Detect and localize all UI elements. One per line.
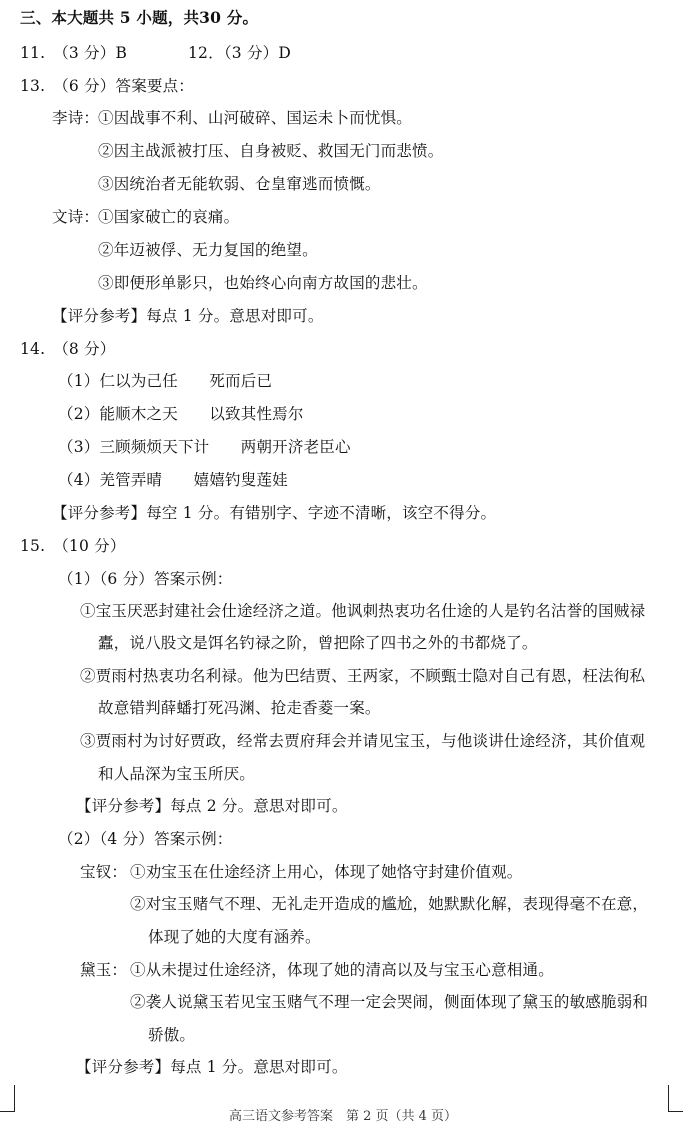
q15-part2-heading: （2）（4 分）答案示例： [58,830,233,848]
q15-baochai-line: ②对宝玉赌气不理、无礼走开造成的尴尬，她默默化解，表现得毫不在意， [130,895,649,913]
q13-wen-point-1: ①国家破亡的哀痛。 [98,208,240,226]
q13-li-point-3: ③因统治者无能软弱、仓皇窜逃而愤慨。 [98,175,381,193]
q13-wen-point-2: ②年迈被俘、无力复国的绝望。 [98,241,318,259]
q15-daiyu-label: 黛玉： [80,961,128,979]
answer-12: 12．（3 分）D [188,44,291,62]
q15-baochai-line: 体现了她的大度有涵养。 [148,928,321,946]
q14-item-2: （2）能顺木之天 以致其性焉尔 [58,405,304,423]
q15-part1-line: 故意错判薛蟠打死冯渊、抢走香菱一案。 [98,699,381,717]
q14-item-1: （1）仁以为己任 死而后已 [58,372,273,390]
q15-part1-line: ①宝玉厌恶封建社会仕途经济之道。他讽刺热衷功名仕途的人是钓名沽誉的国贼禄 [80,602,646,620]
q13-wen-point-3: ③即便形单影只，也始终心向南方故国的悲壮。 [98,274,428,292]
q13-li-point-1: ①因战事不利、山河破碎、国运未卜而忧惧。 [98,109,413,127]
q15-daiyu-line: 骄傲。 [148,1026,196,1044]
q15-part1-heading: （1）（6 分）答案示例： [58,570,233,588]
q14-item-3: （3）三顾频烦天下计 两朝开济老臣心 [58,438,351,456]
q15-part1-scoring-note: 【评分参考】每点 2 分。意思对即可。 [76,797,348,815]
q14-scoring-note: 【评分参考】每空 1 分。有错别字、字迹不清晰，该空不得分。 [52,504,497,522]
q15-part1-line: ②贾雨村热衷功名利禄。他为巴结贾、王两家，不顾甄士隐对自己有恩，枉法徇私 [80,667,646,685]
q13-li-point-2: ②因主战派被打压、自身被贬、救国无门而悲愤。 [98,142,444,160]
q15-baochai-line: ①劝宝玉在仕途经济上用心，体现了她恪守封建价值观。 [130,863,523,881]
answer-11: 11. （3 分）B [20,44,128,62]
q13-wen-label: 文诗： [52,208,100,226]
q14-item-4: （4）羌管弄晴 嬉嬉钓叟莲娃 [58,471,288,489]
q15-part2-scoring-note: 【评分参考】每点 1 分。意思对即可。 [76,1058,348,1076]
q15-part1-line: 蠹，说八股文是饵名钓禄之阶，曾把除了四书之外的书都烧了。 [98,634,538,652]
q13-scoring-note: 【评分参考】每点 1 分。意思对即可。 [52,307,324,325]
section-heading: 三、本大题共 5 小题，共30 分。 [20,8,259,27]
q15-heading: 15. （10 分） [20,537,126,555]
page-footer: 高三语文参考答案 第 2 页（共 4 页） [228,1109,458,1124]
q13-heading: 13. （6 分）答案要点： [20,77,194,95]
q15-daiyu-line: ②袭人说黛玉若见宝玉赌气不理一定会哭闹，侧面体现了黛玉的敏感脆弱和 [130,993,649,1011]
q15-part1-line: ③贾雨村为讨好贾政，经常去贾府拜会并请见宝玉，与他谈讲仕途经济，其价值观 [80,732,646,750]
q15-daiyu-line: ①从未提过仕途经济，体现了她的清高以及与宝玉心意相通。 [130,961,554,979]
q13-li-label: 李诗： [52,109,100,127]
q15-part1-line: 和人品深为宝玉所厌。 [98,765,256,783]
q15-baochai-label: 宝钗： [80,863,128,881]
q14-heading: 14. （8 分） [20,340,116,358]
